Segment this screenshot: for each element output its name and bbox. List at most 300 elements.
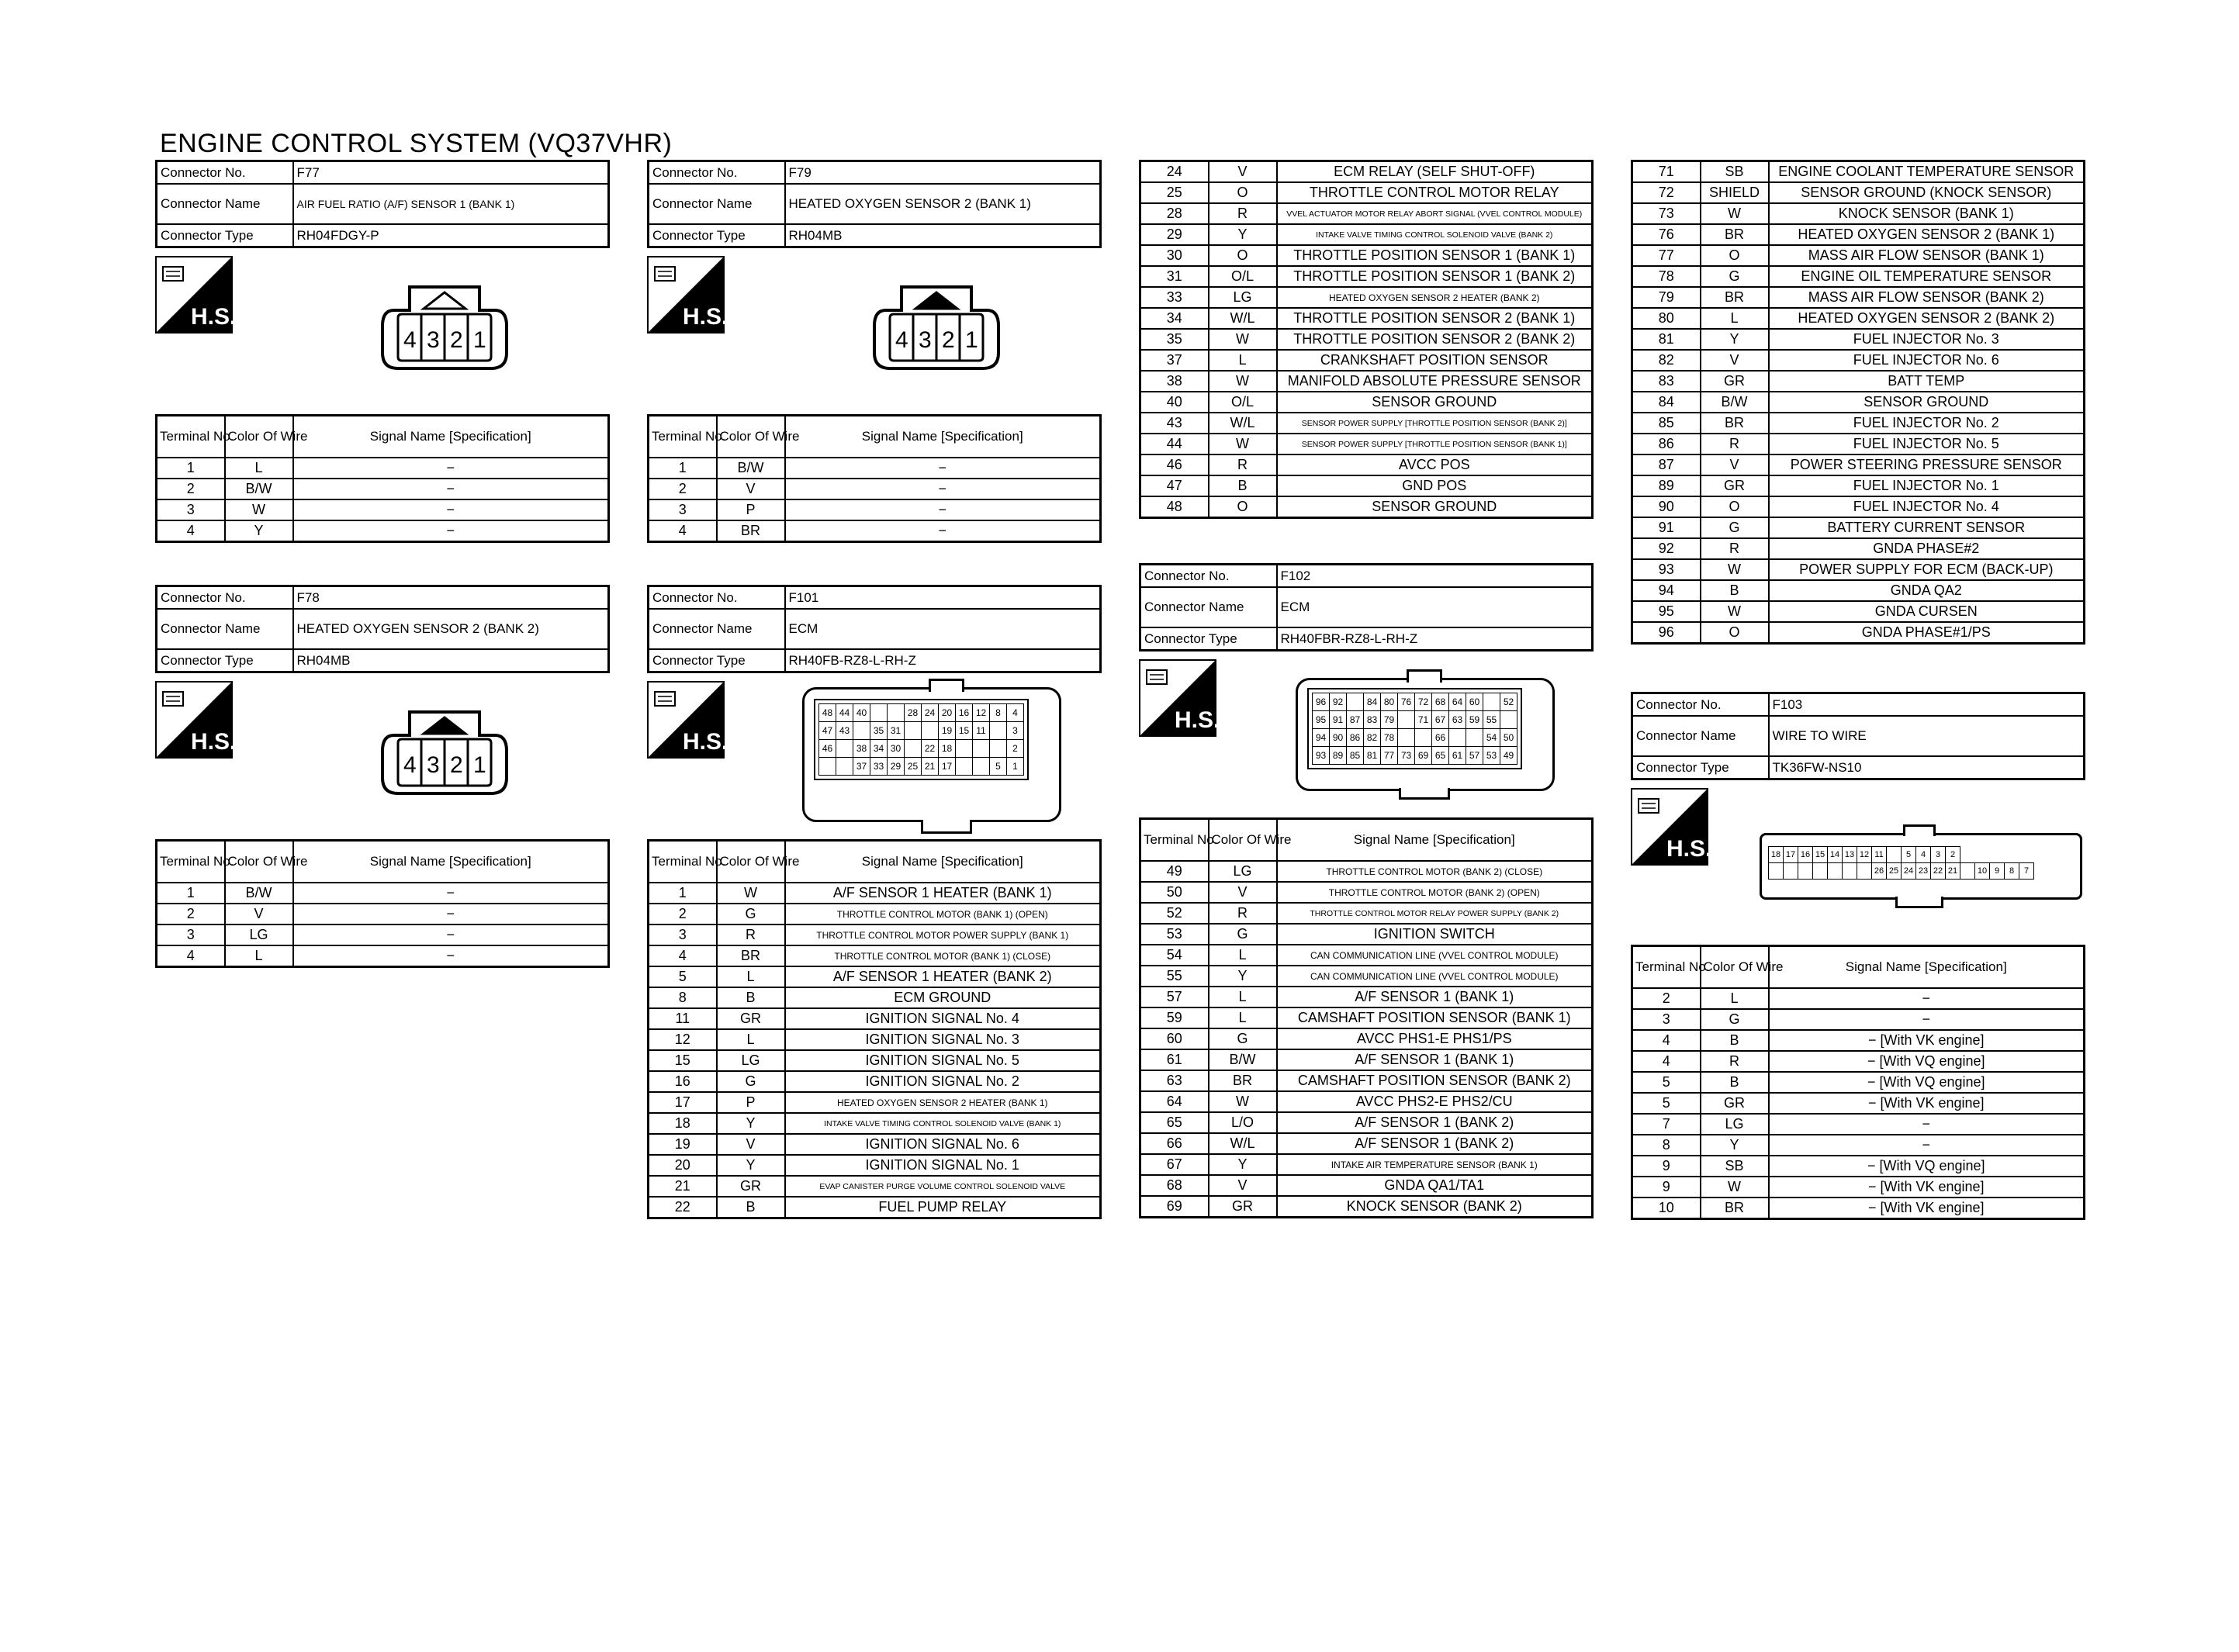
- signal-name-cell: CAMSHAFT POSITION SENSOR (BANK 2): [1277, 1070, 1593, 1091]
- table-row: [1140, 496, 1593, 518]
- pin-cell: 48: [819, 704, 836, 722]
- terminal-no-cell: 87: [1632, 454, 1701, 475]
- signal-name-cell: FUEL PUMP RELAY: [785, 1197, 1101, 1218]
- pin-cell: [1887, 847, 1902, 863]
- pin-cell: 2: [1007, 740, 1024, 758]
- pin-cell: 93: [1313, 747, 1330, 765]
- pin-cell: 10: [1975, 863, 1990, 880]
- f102-connector-face: [1296, 678, 1555, 791]
- wire-color-cell: BR: [717, 520, 785, 542]
- table-row: [1140, 434, 1593, 454]
- pin-cell: [1483, 693, 1500, 711]
- table-row: [1632, 601, 2085, 622]
- wire-color-cell: GR: [1209, 1196, 1277, 1218]
- table-row: [1632, 538, 2085, 559]
- pin-cell: [1843, 863, 1857, 880]
- table-row: [1632, 1198, 2085, 1219]
- terminal-no-cell: 54: [1140, 945, 1209, 966]
- pin-cell: [956, 740, 973, 758]
- wire-color-cell: V: [717, 1134, 785, 1155]
- wire-color-cell: L: [225, 458, 293, 479]
- terminal-no-cell: 4: [157, 945, 225, 967]
- table-row: [1632, 559, 2085, 580]
- wire-color-cell: L/O: [1209, 1112, 1277, 1133]
- signal-name-cell: CAN COMMUNICATION LINE (VVEL CONTROL MODULE): [1277, 966, 1593, 987]
- pin-cell: [990, 722, 1007, 740]
- pin-cell: [956, 758, 973, 776]
- pin-cell: [1398, 711, 1415, 729]
- wire-color-cell: L: [1209, 1007, 1277, 1028]
- pin-cell: 4: [1007, 704, 1024, 722]
- terminal-no-cell: 4: [157, 520, 225, 542]
- pin-cell: [1960, 863, 1975, 880]
- wire-color-cell: R: [717, 924, 785, 945]
- wire-color-cell: G: [1701, 266, 1769, 287]
- table-row: [1632, 517, 2085, 538]
- svg-text:3: 3: [427, 752, 440, 778]
- wire-color-cell: L: [225, 945, 293, 967]
- hs-icon: [155, 256, 237, 334]
- terminal-no-cell: 60: [1140, 1028, 1209, 1049]
- connector-f77-header: [155, 160, 610, 248]
- signal-name-cell: A/F SENSOR 1 (BANK 1): [1277, 1049, 1593, 1070]
- svg-text:H.S.: H.S.: [1175, 707, 1220, 733]
- wire-color-cell: G: [1701, 1009, 1769, 1030]
- table-row: [649, 1029, 1101, 1050]
- table-row: [1632, 1135, 2085, 1156]
- table-row: [1632, 434, 2085, 454]
- table-row: [157, 499, 609, 520]
- hs-icon: [1631, 788, 1712, 866]
- table-row: [1632, 580, 2085, 601]
- terminal-no-cell: 89: [1632, 475, 1701, 496]
- pin-cell: [1813, 863, 1828, 880]
- signal-name-cell: MASS AIR FLOW SENSOR (BANK 1): [1769, 245, 2085, 266]
- wire-color-cell: L: [717, 966, 785, 987]
- wire-color-cell: W: [717, 883, 785, 904]
- pin-cell: 90: [1330, 729, 1347, 747]
- wire-color-cell: V: [717, 479, 785, 499]
- terminal-no-cell: 65: [1140, 1112, 1209, 1133]
- pin-cell: 59: [1466, 711, 1483, 729]
- wire-color-cell: GR: [717, 1176, 785, 1197]
- pin-cell: [836, 758, 853, 776]
- pin-cell: 46: [819, 740, 836, 758]
- signal-name-cell: IGNITION SIGNAL No. 6: [785, 1134, 1101, 1155]
- pin-cell: 80: [1381, 693, 1398, 711]
- pin-cell: 77: [1381, 747, 1398, 765]
- wire-color-cell: W: [1209, 1091, 1277, 1112]
- table-row: [1632, 496, 2085, 517]
- wire-color-cell: B: [717, 987, 785, 1008]
- terminal-no-cell: 1: [157, 458, 225, 479]
- signal-name-cell: HEATED OXYGEN SENSOR 2 (BANK 2): [1769, 308, 2085, 329]
- terminal-no-cell: 79: [1632, 287, 1701, 308]
- table-row: [1140, 161, 1593, 183]
- signal-name-cell: POWER SUPPLY FOR ECM (BACK-UP): [1769, 559, 2085, 580]
- signal-name-cell: EVAP CANISTER PURGE VOLUME CONTROL SOLENOID VALVE: [785, 1176, 1101, 1197]
- table-row: [157, 904, 609, 924]
- pin-cell: 89: [1330, 747, 1347, 765]
- terminal-no-cell: 94: [1632, 580, 1701, 601]
- pin-cell: 91: [1330, 711, 1347, 729]
- signal-name-cell: THROTTLE CONTROL MOTOR (BANK 2) (CLOSE): [1277, 861, 1593, 882]
- wire-color-cell: GR: [1701, 371, 1769, 392]
- wire-color-cell: G: [717, 1071, 785, 1092]
- connector-f78-header: Connector No. F78 Connector Name HEATED OXYGEN SENSOR 2 (BANK 2) Connector Type RH04MB: [155, 585, 610, 673]
- svg-text:H.S.: H.S.: [191, 304, 237, 330]
- pin-cell: [1466, 729, 1483, 747]
- signal-name-cell: SENSOR POWER SUPPLY [THROTTLE POSITION SENSOR (BANK 1)]: [1277, 434, 1593, 454]
- signal-name-cell: HEATED OXYGEN SENSOR 2 HEATER (BANK 2): [1277, 287, 1593, 308]
- svg-text:H.S.: H.S.: [683, 729, 728, 755]
- table-row: [1632, 245, 2085, 266]
- pin-cell: 67: [1432, 711, 1449, 729]
- table-row: [649, 945, 1101, 966]
- wire-color-cell: BR: [1209, 1070, 1277, 1091]
- f101-signal-table-cont: [1139, 160, 1594, 519]
- terminal-no-cell: 83: [1632, 371, 1701, 392]
- terminal-no-cell: 5: [649, 966, 717, 987]
- signal-name-cell: IGNITION SIGNAL No. 3: [785, 1029, 1101, 1050]
- pin-cell: 95: [1313, 711, 1330, 729]
- terminal-no-cell: 3: [649, 499, 717, 520]
- wire-color-cell: Y: [1209, 966, 1277, 987]
- wire-color-cell: V: [225, 904, 293, 924]
- signal-name-cell: HEATED OXYGEN SENSOR 2 HEATER (BANK 1): [785, 1092, 1101, 1113]
- pin-cell: 44: [836, 704, 853, 722]
- signal-name-cell: −: [1769, 1114, 2085, 1135]
- signal-name-cell: THROTTLE CONTROL MOTOR RELAY: [1277, 182, 1593, 203]
- pin-cell: 60: [1466, 693, 1483, 711]
- table-row: [1140, 1196, 1593, 1218]
- pin-cell: 50: [1500, 729, 1517, 747]
- page-title: ENGINE CONTROL SYSTEM (VQ37VHR): [160, 129, 673, 158]
- terminal-no-cell: 18: [649, 1113, 717, 1134]
- table-row: [1140, 266, 1593, 287]
- signal-name-cell: FUEL INJECTOR No. 1: [1769, 475, 2085, 496]
- terminal-no-cell: 12: [649, 1029, 717, 1050]
- signal-name-cell: −: [785, 458, 1101, 479]
- wire-color-cell: V: [1209, 882, 1277, 903]
- pin-cell: 5: [1902, 847, 1916, 863]
- table-row: [649, 924, 1101, 945]
- f77-signal-table: [155, 414, 610, 543]
- signal-name-cell: FUEL INJECTOR No. 6: [1769, 350, 2085, 371]
- table-row: [649, 1092, 1101, 1113]
- terminal-no-cell: 95: [1632, 601, 1701, 622]
- wire-color-cell: W: [1209, 329, 1277, 350]
- table-row: [1140, 987, 1593, 1007]
- table-row: [1632, 308, 2085, 329]
- pin-cell: 12: [973, 704, 990, 722]
- pin-cell: [1449, 729, 1466, 747]
- wire-color-cell: BR: [1701, 287, 1769, 308]
- connector-f103-header: Connector No. F103 Connector Name WIRE TO WIRE Connector Type TK36FW-NS10: [1631, 692, 2085, 780]
- terminal-no-cell: 8: [1632, 1135, 1701, 1156]
- svg-text:H.S.: H.S.: [191, 729, 237, 755]
- table-row: [157, 458, 609, 479]
- signal-name-cell: ENGINE COOLANT TEMPERATURE SENSOR: [1769, 161, 2085, 183]
- signal-name-cell: FUEL INJECTOR No. 5: [1769, 434, 2085, 454]
- wire-color-cell: W/L: [1209, 308, 1277, 329]
- wire-color-cell: L: [1209, 945, 1277, 966]
- signal-name-cell: AVCC PHS1-E PHS1/PS: [1277, 1028, 1593, 1049]
- pin-cell: 24: [1902, 863, 1916, 880]
- signal-name-cell: POWER STEERING PRESSURE SENSOR: [1769, 454, 2085, 475]
- wire-color-cell: V: [1701, 454, 1769, 475]
- signal-name-cell: SENSOR GROUND (KNOCK SENSOR): [1769, 182, 2085, 203]
- pin-cell: 3: [1931, 847, 1946, 863]
- terminal-no-cell: 67: [1140, 1154, 1209, 1175]
- terminal-no-cell: 35: [1140, 329, 1209, 350]
- table-row: [1632, 1009, 2085, 1030]
- wire-color-cell: W/L: [1209, 413, 1277, 434]
- signal-name-cell: VVEL ACTUATOR MOTOR RELAY ABORT SIGNAL (VVEL CONTROL MODULE): [1277, 203, 1593, 224]
- table-row: [1632, 224, 2085, 245]
- pin-cell: 4: [1916, 847, 1931, 863]
- pin-cell: 12: [1857, 847, 1872, 863]
- signal-name-cell: ECM GROUND: [785, 987, 1101, 1008]
- terminal-no-cell: 16: [649, 1071, 717, 1092]
- pin-cell: 1: [1007, 758, 1024, 776]
- pin-cell: [1500, 711, 1517, 729]
- pin-cell: 38: [853, 740, 870, 758]
- terminal-no-cell: 71: [1632, 161, 1701, 183]
- terminal-no-cell: 2: [157, 479, 225, 499]
- signal-name-cell: THROTTLE POSITION SENSOR 2 (BANK 1): [1277, 308, 1593, 329]
- table-row: [1632, 1051, 2085, 1072]
- pin-cell: [1798, 863, 1813, 880]
- signal-name-cell: −: [293, 479, 609, 499]
- pin-cell: 82: [1364, 729, 1381, 747]
- pin-cell: 64: [1449, 693, 1466, 711]
- wire-color-cell: O: [1701, 496, 1769, 517]
- terminal-no-cell: 11: [649, 1008, 717, 1029]
- table-row: [1632, 350, 2085, 371]
- table-row: [1632, 1177, 2085, 1198]
- pin-cell: 83: [1364, 711, 1381, 729]
- pin-cell: 86: [1347, 729, 1364, 747]
- table-row: [1632, 988, 2085, 1009]
- signal-name-cell: A/F SENSOR 1 (BANK 1): [1277, 987, 1593, 1007]
- table-row: [1632, 287, 2085, 308]
- table-row: [649, 479, 1101, 499]
- wire-color-cell: O/L: [1209, 266, 1277, 287]
- pin-cell: [1398, 729, 1415, 747]
- wire-color-cell: V: [1701, 350, 1769, 371]
- table-row: [1140, 861, 1593, 882]
- pin-cell: 49: [1500, 747, 1517, 765]
- terminal-no-cell: 33: [1140, 287, 1209, 308]
- terminal-no-cell: 4: [1632, 1051, 1701, 1072]
- wire-color-cell: BR: [717, 945, 785, 966]
- terminal-no-cell: 31: [1140, 266, 1209, 287]
- pin-cell: 54: [1483, 729, 1500, 747]
- terminal-no-cell: 7: [1632, 1114, 1701, 1135]
- color-of-wire-header: Color Of Wire: [225, 416, 293, 458]
- svg-text:1: 1: [473, 752, 486, 778]
- signal-name-cell: CAN COMMUNICATION LINE (VVEL CONTROL MODULE): [1277, 945, 1593, 966]
- pin-cell: 40: [853, 704, 870, 722]
- signal-name-cell: FUEL INJECTOR No. 3: [1769, 329, 2085, 350]
- table-row: [1632, 203, 2085, 224]
- wire-color-cell: W/L: [1209, 1133, 1277, 1154]
- svg-text:2: 2: [450, 327, 463, 353]
- connector-type-value: RH04FDGY-P: [293, 224, 609, 247]
- pin-cell: [905, 740, 922, 758]
- table-row: [1140, 1049, 1593, 1070]
- pin-cell: 79: [1381, 711, 1398, 729]
- terminal-no-cell: 34: [1140, 308, 1209, 329]
- svg-text:3: 3: [427, 327, 440, 353]
- wire-color-cell: R: [1701, 1051, 1769, 1072]
- pin-cell: [853, 722, 870, 740]
- connector-name-value: AIR FUEL RATIO (A/F) SENSOR 1 (BANK 1): [293, 184, 609, 224]
- table-row: [157, 945, 609, 967]
- terminal-no-cell: 63: [1140, 1070, 1209, 1091]
- terminal-no-cell: 1: [649, 458, 717, 479]
- terminal-no-cell: 81: [1632, 329, 1701, 350]
- signal-name-cell: −: [293, 883, 609, 904]
- terminal-no-cell: 90: [1632, 496, 1701, 517]
- terminal-no-cell: 2: [649, 479, 717, 499]
- wire-color-cell: O: [1209, 182, 1277, 203]
- signal-name-cell: FUEL INJECTOR No. 4: [1769, 496, 2085, 517]
- f78-signal-table: Terminal No. Color Of Wire Signal Name [Specification] 1 B/W − 2 V − 3 LG − 4 L −: [155, 839, 610, 968]
- table-row: [1140, 882, 1593, 903]
- f101-signal-table: Terminal No. Color Of Wire Signal Name [Specification] 1 W A/F SENSOR 1 HEATER (BANK 1) 2 G THROTTLE CONTROL MOTOR (BANK 1) (OPEN) 3 R THROTTLE CONTROL MOTOR POWER SUPPLY (BANK 1) 4 BR THROTTLE CONTROL MOTOR (BANK 1) (CLOSE) 5 L A/F SENSOR 1 HEATER (BANK 2) 8 B ECM GROUND 11 GR IGNITION SIGNAL No. 4 12 L IGNITION SIGNAL No. 3 15 LG IGNITION SIGNAL No. 5 16 G IGNITION SIGNAL No. 2 17 P HEATED OXYGEN SENSOR 2 HEATER (BANK 1) 18 Y INTAKE VALVE TIMING CONTROL SOLENOID VALVE (BANK 1) 19 V IGNITION SIGNAL No. 6 20 Y IGNITION SIGNAL No. 1 21 GR EVAP CANISTER PURGE VOLUME CONTROL SOLENOID VALVE 22 B FUEL PUMP RELAY: [647, 839, 1102, 1219]
- terminal-no-cell: 20: [649, 1155, 717, 1176]
- wire-color-cell: V: [1209, 1175, 1277, 1196]
- table-row: [649, 1155, 1101, 1176]
- terminal-no-cell: 2: [157, 904, 225, 924]
- signal-name-cell: SENSOR GROUND: [1277, 392, 1593, 413]
- svg-text:H.S.: H.S.: [683, 304, 728, 330]
- pin-cell: 7: [2019, 863, 2034, 880]
- terminal-no-cell: 40: [1140, 392, 1209, 413]
- signal-name-cell: BATT TEMP: [1769, 371, 2085, 392]
- pin-cell: [973, 740, 990, 758]
- signal-name-cell: KNOCK SENSOR (BANK 1): [1769, 203, 2085, 224]
- signal-name-cell: THROTTLE CONTROL MOTOR POWER SUPPLY (BANK 1): [785, 924, 1101, 945]
- signal-name-cell: SENSOR POWER SUPPLY [THROTTLE POSITION SENSOR (BANK 2)]: [1277, 413, 1593, 434]
- pin-cell: 43: [836, 722, 853, 740]
- pin-cell: 61: [1449, 747, 1466, 765]
- terminal-no-cell: 80: [1632, 308, 1701, 329]
- connector-type-label: Connector Type: [157, 224, 293, 247]
- svg-text:4: 4: [403, 752, 417, 778]
- pin-cell: [1857, 863, 1872, 880]
- wire-color-cell: O/L: [1209, 392, 1277, 413]
- signal-name-cell: − [With VK engine]: [1769, 1177, 2085, 1198]
- signal-name-cell: ENGINE OIL TEMPERATURE SENSOR: [1769, 266, 2085, 287]
- table-row: [1632, 329, 2085, 350]
- signal-name-cell: A/F SENSOR 1 HEATER (BANK 1): [785, 883, 1101, 904]
- table-row: [1140, 182, 1593, 203]
- signal-name-header: Signal Name [Specification]: [293, 416, 609, 458]
- pin-cell: 8: [2005, 863, 2019, 880]
- pin-cell: 25: [1887, 863, 1902, 880]
- pin-cell: 47: [819, 722, 836, 740]
- table-row: [1632, 622, 2085, 644]
- table-row: [1632, 1156, 2085, 1177]
- terminal-no-cell: 37: [1140, 350, 1209, 371]
- pin-cell: 94: [1313, 729, 1330, 747]
- wire-color-cell: B: [1701, 580, 1769, 601]
- terminal-no-cell: 84: [1632, 392, 1701, 413]
- signal-name-cell: KNOCK SENSOR (BANK 2): [1277, 1196, 1593, 1218]
- wire-color-cell: LG: [1209, 287, 1277, 308]
- terminal-no-cell: 1: [157, 883, 225, 904]
- terminal-no-cell: 59: [1140, 1007, 1209, 1028]
- terminal-no-cell: 10: [1632, 1198, 1701, 1219]
- pin-cell: 16: [1798, 847, 1813, 863]
- signal-name-cell: IGNITION SIGNAL No. 1: [785, 1155, 1101, 1176]
- table-row: [649, 883, 1101, 904]
- pin-cell: 34: [870, 740, 888, 758]
- wire-color-cell: Y: [717, 1155, 785, 1176]
- table-row: [649, 987, 1101, 1008]
- wire-color-cell: B/W: [717, 458, 785, 479]
- signal-name-cell: THROTTLE POSITION SENSOR 1 (BANK 1): [1277, 245, 1593, 266]
- table-row: [1632, 1072, 2085, 1093]
- signal-name-cell: −: [1769, 1135, 2085, 1156]
- f102-signal-table: Terminal No. Color Of Wire Signal Name [Specification] 49 LG THROTTLE CONTROL MOTOR (BANK 2) (CLOSE) 50 V THROTTLE CONTROL MOTOR (BANK 2) (OPEN) 52 R THROTTLE CONTROL MOTOR RELAY POWER SUPPLY (BANK 2) 53 G IGNITION SWITCH 54 L CAN COMMUNICATION LINE (VVEL CONTROL MODULE) 55 Y CAN COMMUNICATION LINE (VVEL CONTROL MODULE) 57 L A/F SENSOR 1 (BANK 1) 59 L CAMSHAFT POSITION SENSOR (BANK 1) 60 G AVCC PHS1-E PHS1/PS 61 B/W A/F SENSOR 1 (BANK 1) 63 BR CAMSHAFT POSITION SENSOR (BANK 2) 64 W AVCC PHS2-E PHS2/CU 65 L/O A/F SENSOR 1 (BANK 2) 66 W/L A/F SENSOR 1 (BANK 2) 67 Y INTAKE AIR TEMPERATURE SENSOR (BANK 1) 68 V GNDA QA1/TA1 69 GR KNOCK SENSOR (BANK 2): [1139, 817, 1594, 1218]
- terminal-no-cell: 47: [1140, 475, 1209, 496]
- terminal-no-cell: 2: [649, 904, 717, 924]
- terminal-no-cell: 9: [1632, 1156, 1701, 1177]
- signal-name-cell: IGNITION SIGNAL No. 5: [785, 1050, 1101, 1071]
- terminal-no-cell: 8: [649, 987, 717, 1008]
- pin-cell: 55: [1483, 711, 1500, 729]
- signal-name-cell: A/F SENSOR 1 (BANK 2): [1277, 1112, 1593, 1133]
- pin-cell: [1347, 693, 1364, 711]
- table-row: [1140, 1133, 1593, 1154]
- signal-name-cell: GNDA PHASE#1/PS: [1769, 622, 2085, 644]
- pin-cell: 84: [1364, 693, 1381, 711]
- pin-cell: 73: [1398, 747, 1415, 765]
- pin-cell: 66: [1432, 729, 1449, 747]
- wire-color-cell: R: [1209, 203, 1277, 224]
- pin-cell: 20: [939, 704, 956, 722]
- terminal-no-cell: 28: [1140, 203, 1209, 224]
- pin-cell: [888, 704, 905, 722]
- terminal-no-cell: 5: [1632, 1072, 1701, 1093]
- terminal-no-cell: 9: [1632, 1177, 1701, 1198]
- terminal-no-cell: 4: [649, 520, 717, 542]
- signal-name-cell: AVCC PHS2-E PHS2/CU: [1277, 1091, 1593, 1112]
- signal-name-cell: FUEL INJECTOR No. 2: [1769, 413, 2085, 434]
- table-row: [649, 458, 1101, 479]
- wire-color-cell: B/W: [1209, 1049, 1277, 1070]
- terminal-no-cell: 61: [1140, 1049, 1209, 1070]
- pin-cell: 29: [888, 758, 905, 776]
- pin-cell: 16: [956, 704, 973, 722]
- table-row: [1140, 224, 1593, 245]
- table-row: [1140, 1175, 1593, 1196]
- wire-color-cell: B: [1701, 1030, 1769, 1051]
- table-row: [649, 499, 1101, 520]
- wire-color-cell: O: [1209, 245, 1277, 266]
- terminal-no-cell: 92: [1632, 538, 1701, 559]
- pin-cell: 72: [1415, 693, 1432, 711]
- terminal-no-cell: 3: [649, 924, 717, 945]
- terminal-no-cell: 22: [649, 1197, 717, 1218]
- terminal-no-cell: 19: [649, 1134, 717, 1155]
- table-row: [1140, 245, 1593, 266]
- table-row: [1632, 182, 2085, 203]
